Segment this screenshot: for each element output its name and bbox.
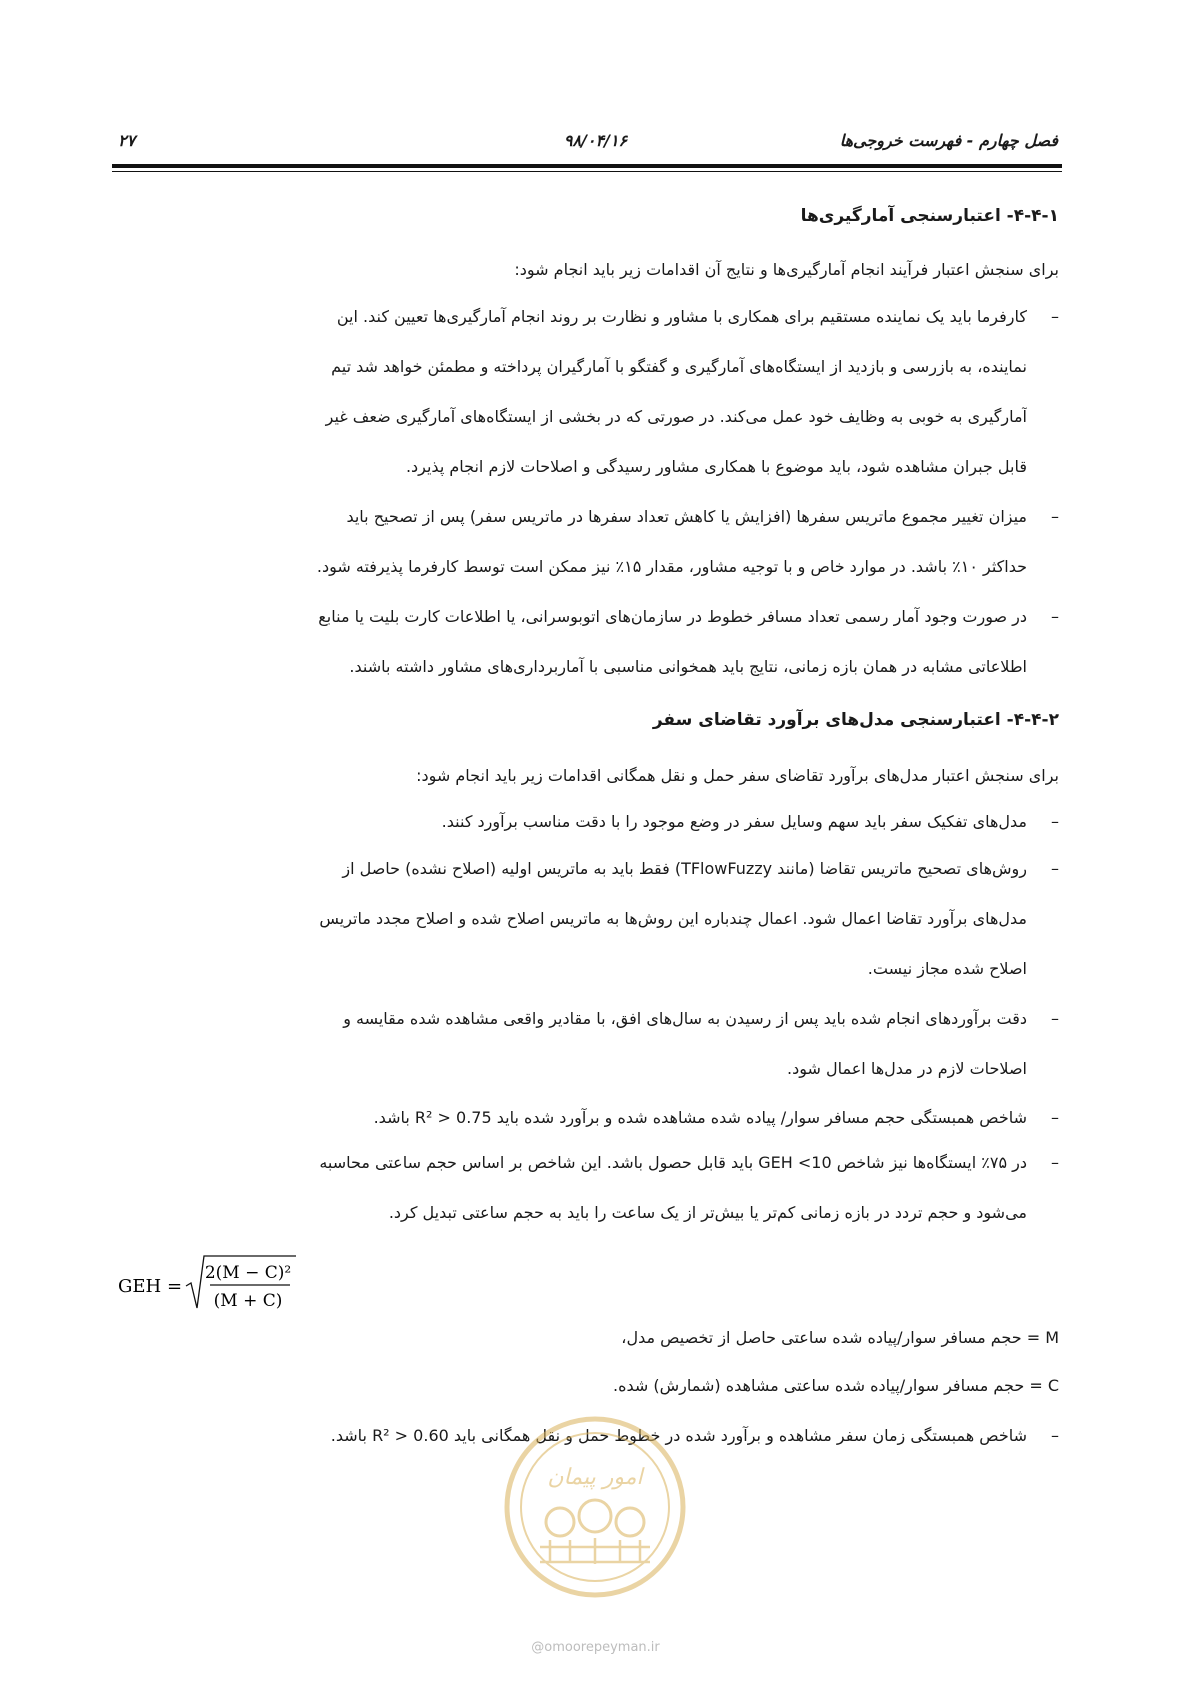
paragraph-line: میزان تغییر مجموع ماتریس سفرها (افزایش یا کاهش تعداد سفرها در ماتریس سفر) پس از تصحیح باید <box>346 507 1027 526</box>
watermark-seal-icon <box>500 1412 690 1602</box>
bullet-dash: – <box>1051 812 1059 831</box>
bullet-dash: – <box>1051 859 1059 878</box>
section2-intro: برای سنجش اعتبار مدل‌های برآورد تقاضای سفر حمل و نقل همگانی اقدامات زیر باید انجام شود: <box>416 766 1059 785</box>
bullet-dash: – <box>1051 607 1059 626</box>
formula-numerator: 2(M − C)² <box>204 1263 292 1283</box>
paragraph-line: می‌شود و حجم تردد در بازه زمانی کم‌تر یا بیش‌تر از یک ساعت را باید به حجم ساعتی تبدیل کرد. <box>388 1203 1027 1222</box>
paragraph-line: کارفرما باید یک نماینده مستقیم برای همکاری با مشاور و نظارت بر روند انجام آمارگیری‌ها تعیین کند. این <box>336 307 1027 326</box>
section2-item-2 <box>111 844 1059 994</box>
paragraph-line: شاخص همبستگی زمان سفر مشاهده و برآورد شده در خطوط حمل و نقل همگانی باید R² > 0.60 باشد. <box>330 1426 1027 1445</box>
paragraph-line: در صورت وجود آمار رسمی تعداد مسافر خطوط در سازمان‌های اتوبوسرانی، یا اطلاعات کارت بلیت یا منابع <box>318 607 1027 626</box>
paragraph-line: روش‌های تصحیح ماتریس تقاضا (مانند TFlowFuzzy) فقط باید به ماتریس اولیه (اصلاح نشده) حاصل از <box>342 859 1027 878</box>
paragraph-line: نماینده، به بازرسی و بازدید از ایستگاه‌های آمارگیری و گفتگو با آمارگیران پرداخته و مطمئن خواهد شد تیم <box>331 357 1027 376</box>
bullet-dash: – <box>1051 1108 1059 1127</box>
header-rule-thin <box>112 171 1062 172</box>
paragraph-line: مدل‌های برآورد تقاضا اعمال شود. اعمال چندباره این روش‌ها به ماتریس اصلاح شده و اصلاح مجدد ماتریس <box>319 909 1027 928</box>
section2-item-1 <box>111 808 1059 838</box>
section2-item-3 <box>111 994 1059 1094</box>
paragraph-line: آمارگیری به خوبی به وظایف خود عمل می‌کند. در صورتی که در بخشی از ایستگاه‌های آمارگیری ضعف غیر <box>325 407 1027 426</box>
formula-lhs: GEH = <box>118 1276 183 1297</box>
section1-item-1 <box>111 292 1059 492</box>
section1-item-2 <box>111 492 1059 592</box>
paragraph-line: حداکثر ۱۰٪ باشد. در موارد خاص و با توجیه مشاور، مقدار ۱۵٪ نیز ممکن است توسط کارفرما پذیرفته شود. <box>316 557 1027 576</box>
section1-intro: برای سنجش اعتبار فرآیند انجام آمارگیری‌ها و نتایج آن اقدامات زیر باید انجام شود: <box>514 260 1059 279</box>
chapter-title: فصل چهارم - فهرست خروجی‌ها <box>839 131 1058 150</box>
bullet-dash: – <box>1051 1009 1059 1028</box>
header-date: ۹۸/۰۴/۱۶ <box>563 131 628 150</box>
geh-formula-svg <box>118 1250 318 1320</box>
bullet-dash: – <box>1051 1153 1059 1172</box>
paragraph-line: قابل جبران مشاهده شود، باید موضوع با همکاری مشاور رسیدگی و اصلاحات لازم انجام پذیرد. <box>405 457 1027 476</box>
paragraph-line: اطلاعاتی مشابه در همان بازه زمانی، نتایج باید همخوانی مناسبی با آماربرداری‌های مشاور داشته باشند. <box>349 657 1027 676</box>
definition-m: M = حجم مسافر سوار/پیاده شده ساعتی حاصل از تخصیص مدل، <box>621 1328 1059 1347</box>
paragraph-line: مدل‌های تفکیک سفر باید سهم وسایل سفر در وضع موجود را با دقت مناسب برآورد کنند. <box>441 812 1027 831</box>
paragraph-line: شاخص همبستگی حجم مسافر سوار/ پیاده شده مشاهده شده و برآورد شده باید R² > 0.75 باشد. <box>373 1108 1027 1127</box>
header-rule-thick <box>112 164 1062 168</box>
section-heading-4-4-1: ۴-۴-۱- اعتبارسنجی آمارگیری‌ها <box>800 206 1059 226</box>
bullet-dash: – <box>1051 307 1059 326</box>
geh-formula <box>118 1250 318 1320</box>
paragraph-line: اصلاح شده مجاز نیست. <box>867 959 1027 978</box>
section2-item-4 <box>111 1104 1059 1134</box>
paragraph-line: اصلاحات لازم در مدل‌ها اعمال شود. <box>787 1059 1027 1078</box>
bullet-dash: – <box>1051 1426 1059 1445</box>
section-heading-4-4-2: ۴-۴-۲- اعتبارسنجی مدل‌های برآورد تقاضای سفر <box>652 710 1059 730</box>
section2-item-5 <box>111 1138 1059 1238</box>
section1-item-3 <box>111 592 1059 692</box>
watermark-site: @omoorepeyman.ir <box>531 1640 660 1655</box>
seal-text: امور پیمان <box>547 1465 643 1490</box>
formula-denominator: (M + C) <box>213 1291 283 1311</box>
definition-c: C = حجم مسافر سوار/پیاده شده ساعتی مشاهده (شمارش) شده. <box>613 1376 1059 1395</box>
paragraph-line: در ۷۵٪ ایستگاه‌ها نیز شاخص GEH <10 باید قابل حصول باشد. این شاخص بر اساس حجم ساعتی محاسبه <box>319 1153 1027 1172</box>
page-number: ۲۷ <box>118 131 136 150</box>
paragraph-line: دقت برآوردهای انجام شده باید پس از رسیدن به سال‌های افق، با مقادیر واقعی مشاهده شده مقایسه و <box>343 1009 1027 1028</box>
bullet-dash: – <box>1051 507 1059 526</box>
